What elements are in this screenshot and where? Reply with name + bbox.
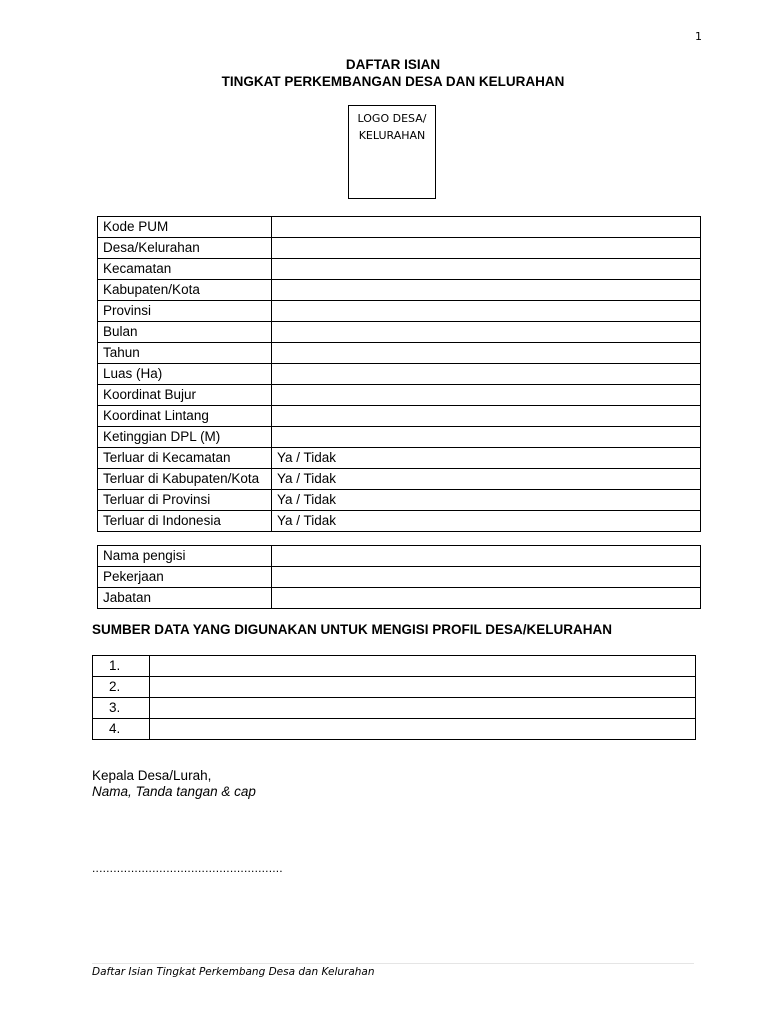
- source-section-heading: SUMBER DATA YANG DIGUNAKAN UNTUK MENGISI PROFIL DESA/KELURAHAN: [92, 622, 613, 637]
- field-value[interactable]: [272, 343, 701, 364]
- table-row: [93, 719, 696, 740]
- field-label: Desa/Kelurahan: [98, 238, 272, 259]
- table-row: [98, 546, 701, 567]
- field-value[interactable]: [272, 427, 701, 448]
- field-value[interactable]: [272, 567, 701, 588]
- field-value[interactable]: [272, 280, 701, 301]
- document-subtitle: TINGKAT PERKEMBANGAN DESA DAN KELURAHAN: [221, 74, 565, 89]
- field-label: Bulan: [98, 322, 272, 343]
- table-row: [93, 656, 696, 677]
- field-label: Jabatan: [98, 588, 272, 609]
- field-value[interactable]: [272, 385, 701, 406]
- field-label: Terluar di Kecamatan: [98, 448, 272, 469]
- table-row: [98, 448, 701, 469]
- field-value[interactable]: [272, 588, 701, 609]
- table-row: [98, 343, 701, 364]
- field-label: Ketinggian DPL (M): [98, 427, 272, 448]
- table-row: [98, 490, 701, 511]
- field-label: Koordinat Lintang: [98, 406, 272, 427]
- table-row: [98, 364, 701, 385]
- field-label: Tahun: [98, 343, 272, 364]
- source-entry[interactable]: [150, 698, 696, 719]
- logo-placeholder-line1: LOGO DESA/: [357, 112, 427, 125]
- source-entry[interactable]: [150, 719, 696, 740]
- field-value[interactable]: Ya / Tidak: [272, 448, 701, 469]
- logo-placeholder-box: [348, 105, 436, 199]
- field-value[interactable]: [272, 322, 701, 343]
- field-value[interactable]: Ya / Tidak: [272, 511, 701, 532]
- signature-line: ......................................................: [92, 861, 283, 875]
- field-value[interactable]: [272, 406, 701, 427]
- field-label: Kabupaten/Kota: [98, 280, 272, 301]
- page-number: 1: [695, 30, 702, 43]
- field-label: Kecamatan: [98, 259, 272, 280]
- identity-table: [97, 216, 701, 532]
- table-row: [98, 217, 701, 238]
- source-entry[interactable]: [150, 656, 696, 677]
- field-label: Terluar di Kabupaten/Kota: [98, 469, 272, 490]
- field-label: Kode PUM: [98, 217, 272, 238]
- row-number: 3.: [93, 698, 150, 719]
- field-label: Terluar di Provinsi: [98, 490, 272, 511]
- filler-table: [97, 545, 701, 609]
- logo-placeholder-line2: KELURAHAN: [358, 129, 426, 142]
- field-value[interactable]: [272, 238, 701, 259]
- table-row: [98, 511, 701, 532]
- table-row: [98, 301, 701, 322]
- signature-subtitle: Nama, Tanda tangan & cap: [92, 784, 256, 799]
- table-row: [93, 677, 696, 698]
- field-label: Koordinat Bujur: [98, 385, 272, 406]
- field-value[interactable]: [272, 364, 701, 385]
- field-value[interactable]: Ya / Tidak: [272, 490, 701, 511]
- source-entry[interactable]: [150, 677, 696, 698]
- table-row: [98, 259, 701, 280]
- field-value[interactable]: Ya / Tidak: [272, 469, 701, 490]
- table-row: [98, 567, 701, 588]
- table-row: [98, 427, 701, 448]
- table-row: [93, 698, 696, 719]
- table-row: [98, 322, 701, 343]
- source-table: [92, 655, 696, 740]
- field-value[interactable]: [272, 217, 701, 238]
- field-value[interactable]: [272, 301, 701, 322]
- field-label: Terluar di Indonesia: [98, 511, 272, 532]
- footer-text: Daftar Isian Tingkat Perkembang Desa dan Kelurahan: [92, 966, 375, 978]
- document-title: DAFTAR ISIAN: [345, 57, 441, 72]
- table-row: [98, 469, 701, 490]
- table-row: [98, 238, 701, 259]
- row-number: 1.: [93, 656, 150, 677]
- table-row: [98, 588, 701, 609]
- table-row: [98, 406, 701, 427]
- field-value[interactable]: [272, 259, 701, 280]
- field-label: Pekerjaan: [98, 567, 272, 588]
- table-row: [98, 280, 701, 301]
- row-number: 4.: [93, 719, 150, 740]
- field-label: Luas (Ha): [98, 364, 272, 385]
- field-label: Provinsi: [98, 301, 272, 322]
- field-label: Nama pengisi: [98, 546, 272, 567]
- footer-divider: [92, 963, 694, 964]
- row-number: 2.: [93, 677, 150, 698]
- table-row: [98, 385, 701, 406]
- field-value[interactable]: [272, 546, 701, 567]
- signature-title: Kepala Desa/Lurah,: [92, 768, 212, 783]
